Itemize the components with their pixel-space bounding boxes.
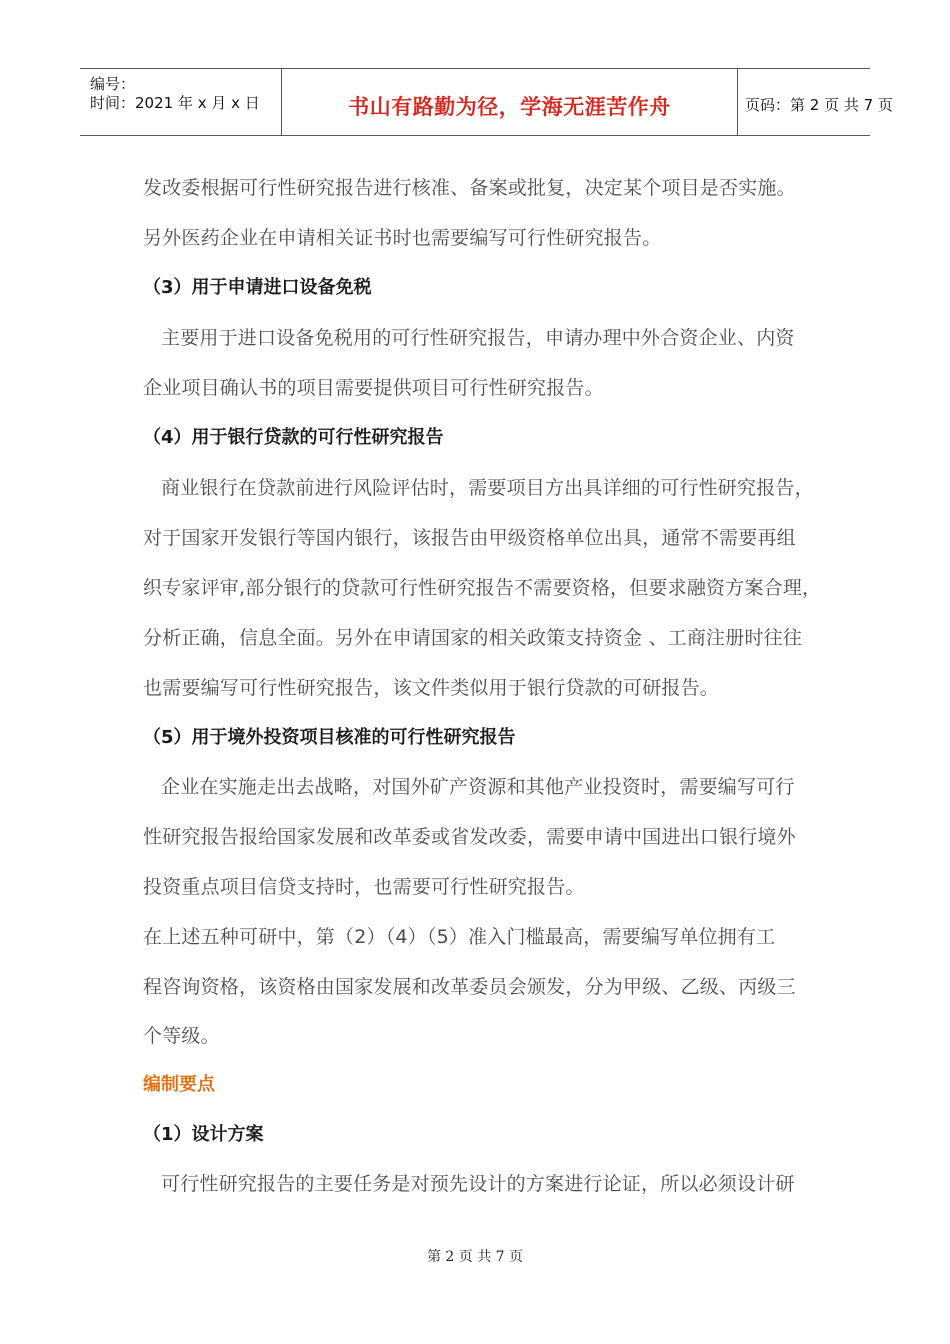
header-page-number: 页码：第 2 页 共 7 页 <box>745 96 893 114</box>
section-heading-key-points: 编制要点 <box>143 1074 215 1095</box>
subheading-design-plan: （1）设计方案 <box>143 1124 264 1145</box>
paragraph-line: 投资重点项目信贷支持时，也需要可行性研究报告。 <box>143 876 585 898</box>
subheading-overseas-investment: （5）用于境外投资项目核准的可行性研究报告 <box>143 727 516 748</box>
paragraph-line: 在上述五种可研中，第（2）（4）（5）准入门槛最高，需要编写单位拥有工 <box>143 926 776 948</box>
paragraph-line: 分析正确，信息全面。另外在申请国家的相关政策支持资金 、工商注册时往往 <box>143 627 803 649</box>
header-meta-cell <box>80 69 281 135</box>
paragraph-line: 企业在实施走出去战略，对国外矿产资源和其他产业投资时，需要编写可行 <box>161 776 795 798</box>
header-motto: 书山有路勤为径，学海无涯苦作舟 <box>348 94 671 119</box>
paragraph-line: 主要用于进口设备免税用的可行性研究报告，申请办理中外合资企业、内资 <box>161 327 795 349</box>
paragraph-line: 也需要编写可行性研究报告，该文件类似用于银行贷款的可研报告。 <box>143 677 720 699</box>
header-page-cell <box>737 69 893 135</box>
paragraph-line: 织专家评审,部分银行的贷款可行性研究报告不需要资格，但要求融资方案合理， <box>143 577 822 599</box>
subheading-bank-loan: （4）用于银行贷款的可行性研究报告 <box>143 427 444 448</box>
document-time-label: 时间：2021 年 x 月 x 日 <box>90 94 260 112</box>
subheading-import-duty-exemption: （3）用于申请进口设备免税 <box>143 277 372 298</box>
paragraph-line: 另外医药企业在申请相关证书时也需要编写可行性研究报告。 <box>143 227 662 249</box>
paragraph-line: 可行性研究报告的主要任务是对预先设计的方案进行论证，所以必须设计研 <box>161 1173 795 1195</box>
paragraph-line: 性研究报告报给国家发展和改革委或省发改委，需要申请中国进出口银行境外 <box>143 826 796 848</box>
page-footer: 第 2 页 共 7 页 <box>426 1249 524 1265</box>
document-header <box>80 68 893 136</box>
paragraph-line: 个等级。 <box>143 1025 220 1047</box>
paragraph-line: 企业项目确认书的项目需要提供项目可行性研究报告。 <box>143 377 604 399</box>
document-number-label: 编号： <box>90 75 136 93</box>
paragraph-line: 程咨询资格，该资格由国家发展和改革委员会颁发，分为甲级、乙级、丙级三 <box>143 976 796 998</box>
paragraph-line: 对于国家开发银行等国内银行，该报告由甲级资格单位出具，通常不需要再组 <box>143 527 796 549</box>
paragraph-line: 发改委根据可行性研究报告进行核准、备案或批复，决定某个项目是否实施。 <box>143 177 796 199</box>
paragraph-line: 商业银行在贷款前进行风险评估时，需要项目方出具详细的可行性研究报告， <box>161 477 814 499</box>
header-motto-cell <box>281 69 738 135</box>
